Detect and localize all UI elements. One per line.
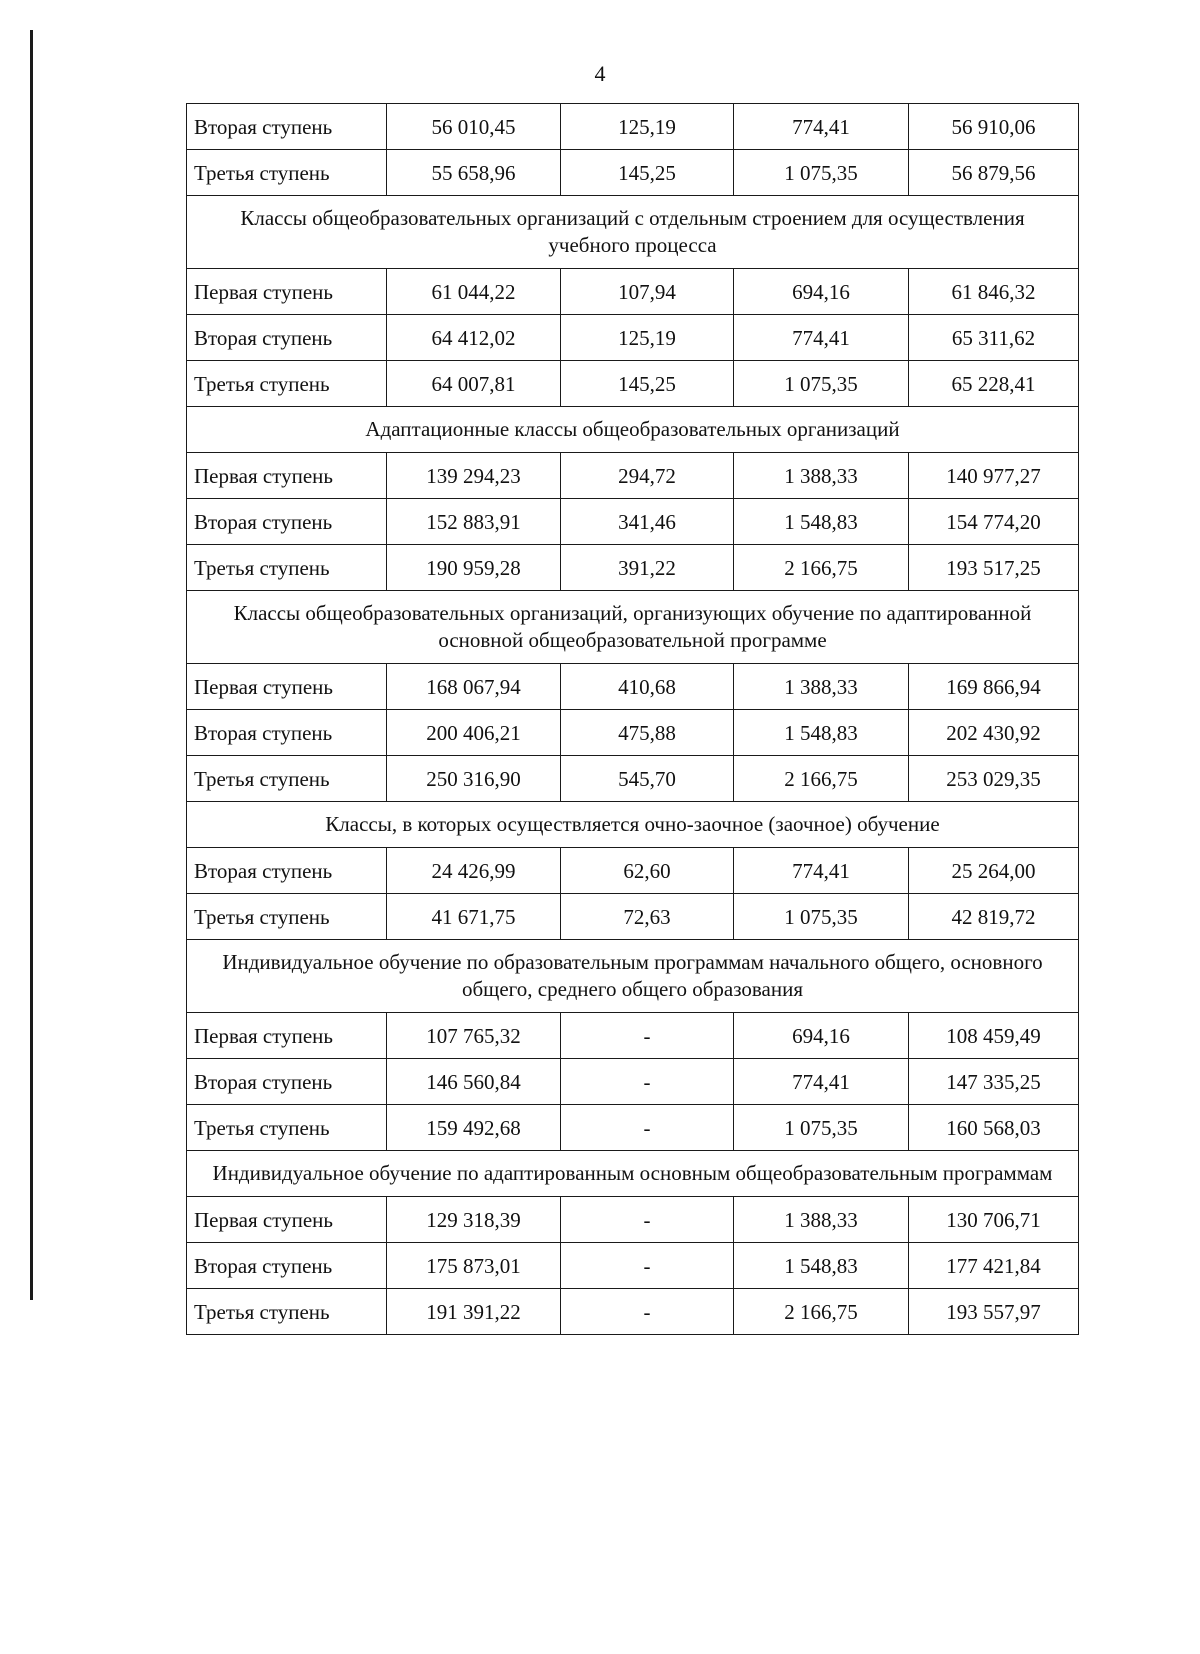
value-cell: 139 294,23	[387, 453, 561, 499]
value-cell: 2 166,75	[734, 545, 909, 591]
value-cell: -	[561, 1197, 734, 1243]
value-cell: 253 029,35	[909, 756, 1079, 802]
row-label: Вторая ступень	[187, 1059, 387, 1105]
value-cell: 72,63	[561, 894, 734, 940]
section-header-row	[187, 407, 1079, 453]
value-cell: 130 706,71	[909, 1197, 1079, 1243]
value-cell: 475,88	[561, 710, 734, 756]
value-cell: 175 873,01	[387, 1243, 561, 1289]
section-title: Классы, в которых осуществляется очно-заочное (заочное) обучение	[187, 802, 1079, 848]
value-cell: 1 075,35	[734, 1105, 909, 1151]
value-cell: 64 412,02	[387, 315, 561, 361]
value-cell: 145,25	[561, 361, 734, 407]
value-cell: 24 426,99	[387, 848, 561, 894]
row-label: Вторая ступень	[187, 104, 387, 150]
value-cell: 107 765,32	[387, 1013, 561, 1059]
row-label: Третья ступень	[187, 361, 387, 407]
section-title: Классы общеобразовательных организаций, организующих обучение по адаптированной основной общеобразовательной программе	[187, 591, 1079, 664]
value-cell: 56 879,56	[909, 150, 1079, 196]
value-cell: 152 883,91	[387, 499, 561, 545]
value-cell: 177 421,84	[909, 1243, 1079, 1289]
value-cell: 169 866,94	[909, 664, 1079, 710]
value-cell: 200 406,21	[387, 710, 561, 756]
row-label: Первая ступень	[187, 664, 387, 710]
row-label: Первая ступень	[187, 269, 387, 315]
table-row	[187, 499, 1079, 545]
value-cell: 107,94	[561, 269, 734, 315]
value-cell: 774,41	[734, 315, 909, 361]
table-row	[187, 545, 1079, 591]
value-cell: 391,22	[561, 545, 734, 591]
value-cell: 55 658,96	[387, 150, 561, 196]
row-label: Третья ступень	[187, 1105, 387, 1151]
value-cell: 774,41	[734, 848, 909, 894]
row-label: Первая ступень	[187, 453, 387, 499]
value-cell: 694,16	[734, 1013, 909, 1059]
value-cell: 2 166,75	[734, 1289, 909, 1335]
value-cell: 774,41	[734, 104, 909, 150]
value-cell: 1 548,83	[734, 1243, 909, 1289]
value-cell: 1 548,83	[734, 499, 909, 545]
value-cell: 294,72	[561, 453, 734, 499]
value-cell: 202 430,92	[909, 710, 1079, 756]
section-header-row	[187, 591, 1079, 664]
row-label: Третья ступень	[187, 756, 387, 802]
value-cell: -	[561, 1059, 734, 1105]
table-row	[187, 1059, 1079, 1105]
section-title: Адаптационные классы общеобразовательных организаций	[187, 407, 1079, 453]
section-header-row	[187, 802, 1079, 848]
value-cell: 191 391,22	[387, 1289, 561, 1335]
row-label: Третья ступень	[187, 150, 387, 196]
value-cell: 61 846,32	[909, 269, 1079, 315]
value-cell: 193 517,25	[909, 545, 1079, 591]
value-cell: 41 671,75	[387, 894, 561, 940]
value-cell: 160 568,03	[909, 1105, 1079, 1151]
value-cell: 42 819,72	[909, 894, 1079, 940]
value-cell: 65 311,62	[909, 315, 1079, 361]
value-cell: 65 228,41	[909, 361, 1079, 407]
row-label: Первая ступень	[187, 1197, 387, 1243]
value-cell: 154 774,20	[909, 499, 1079, 545]
section-header-row	[187, 1151, 1079, 1197]
value-cell: -	[561, 1013, 734, 1059]
table-row	[187, 361, 1079, 407]
value-cell: 129 318,39	[387, 1197, 561, 1243]
value-cell: 193 557,97	[909, 1289, 1079, 1335]
value-cell: 125,19	[561, 315, 734, 361]
section-title: Классы общеобразовательных организаций с отдельным строением для осуществления учебного процесса	[187, 196, 1079, 269]
value-cell: 1 388,33	[734, 1197, 909, 1243]
table-row	[187, 1289, 1079, 1335]
value-cell: 56 910,06	[909, 104, 1079, 150]
row-label: Вторая ступень	[187, 710, 387, 756]
table-row	[187, 710, 1079, 756]
table-row	[187, 848, 1079, 894]
value-cell: 2 166,75	[734, 756, 909, 802]
value-cell: 1 548,83	[734, 710, 909, 756]
section-header-row	[187, 196, 1079, 269]
table-row	[187, 756, 1079, 802]
row-label: Первая ступень	[187, 1013, 387, 1059]
tariff-table-body	[187, 104, 1079, 1335]
value-cell: 25 264,00	[909, 848, 1079, 894]
row-label: Третья ступень	[187, 545, 387, 591]
value-cell: 1 075,35	[734, 361, 909, 407]
row-label: Третья ступень	[187, 1289, 387, 1335]
value-cell: 250 316,90	[387, 756, 561, 802]
row-label: Вторая ступень	[187, 1243, 387, 1289]
tariff-table	[186, 103, 1079, 1335]
value-cell: 145,25	[561, 150, 734, 196]
value-cell: 545,70	[561, 756, 734, 802]
value-cell: 108 459,49	[909, 1013, 1079, 1059]
value-cell: 1 075,35	[734, 150, 909, 196]
value-cell: 140 977,27	[909, 453, 1079, 499]
table-row	[187, 453, 1079, 499]
section-header-row	[187, 940, 1079, 1013]
value-cell: 159 492,68	[387, 1105, 561, 1151]
section-title: Индивидуальное обучение по адаптированным основным общеобразовательным программам	[187, 1151, 1079, 1197]
value-cell: 56 010,45	[387, 104, 561, 150]
table-row	[187, 315, 1079, 361]
value-cell: 147 335,25	[909, 1059, 1079, 1105]
value-cell: 1 388,33	[734, 453, 909, 499]
table-row	[187, 269, 1079, 315]
table-row	[187, 664, 1079, 710]
value-cell: 410,68	[561, 664, 734, 710]
value-cell: 341,46	[561, 499, 734, 545]
page-number: 4	[594, 61, 606, 86]
table-row	[187, 1243, 1079, 1289]
value-cell: 1 388,33	[734, 664, 909, 710]
value-cell: 146 560,84	[387, 1059, 561, 1105]
value-cell: 694,16	[734, 269, 909, 315]
value-cell: 774,41	[734, 1059, 909, 1105]
row-label: Вторая ступень	[187, 315, 387, 361]
value-cell: 64 007,81	[387, 361, 561, 407]
section-title: Индивидуальное обучение по образовательным программам начального общего, основного общего, среднего общего образования	[187, 940, 1079, 1013]
table-row	[187, 104, 1079, 150]
value-cell: 125,19	[561, 104, 734, 150]
value-cell: 62,60	[561, 848, 734, 894]
value-cell: 168 067,94	[387, 664, 561, 710]
scan-margin-line	[30, 30, 33, 1300]
table-row	[187, 894, 1079, 940]
value-cell: 190 959,28	[387, 545, 561, 591]
table-row	[187, 150, 1079, 196]
row-label: Вторая ступень	[187, 499, 387, 545]
table-row	[187, 1013, 1079, 1059]
table-row	[187, 1197, 1079, 1243]
row-label: Вторая ступень	[187, 848, 387, 894]
value-cell: -	[561, 1243, 734, 1289]
table-row	[187, 1105, 1079, 1151]
row-label: Третья ступень	[187, 894, 387, 940]
value-cell: -	[561, 1105, 734, 1151]
value-cell: -	[561, 1289, 734, 1335]
value-cell: 1 075,35	[734, 894, 909, 940]
value-cell: 61 044,22	[387, 269, 561, 315]
